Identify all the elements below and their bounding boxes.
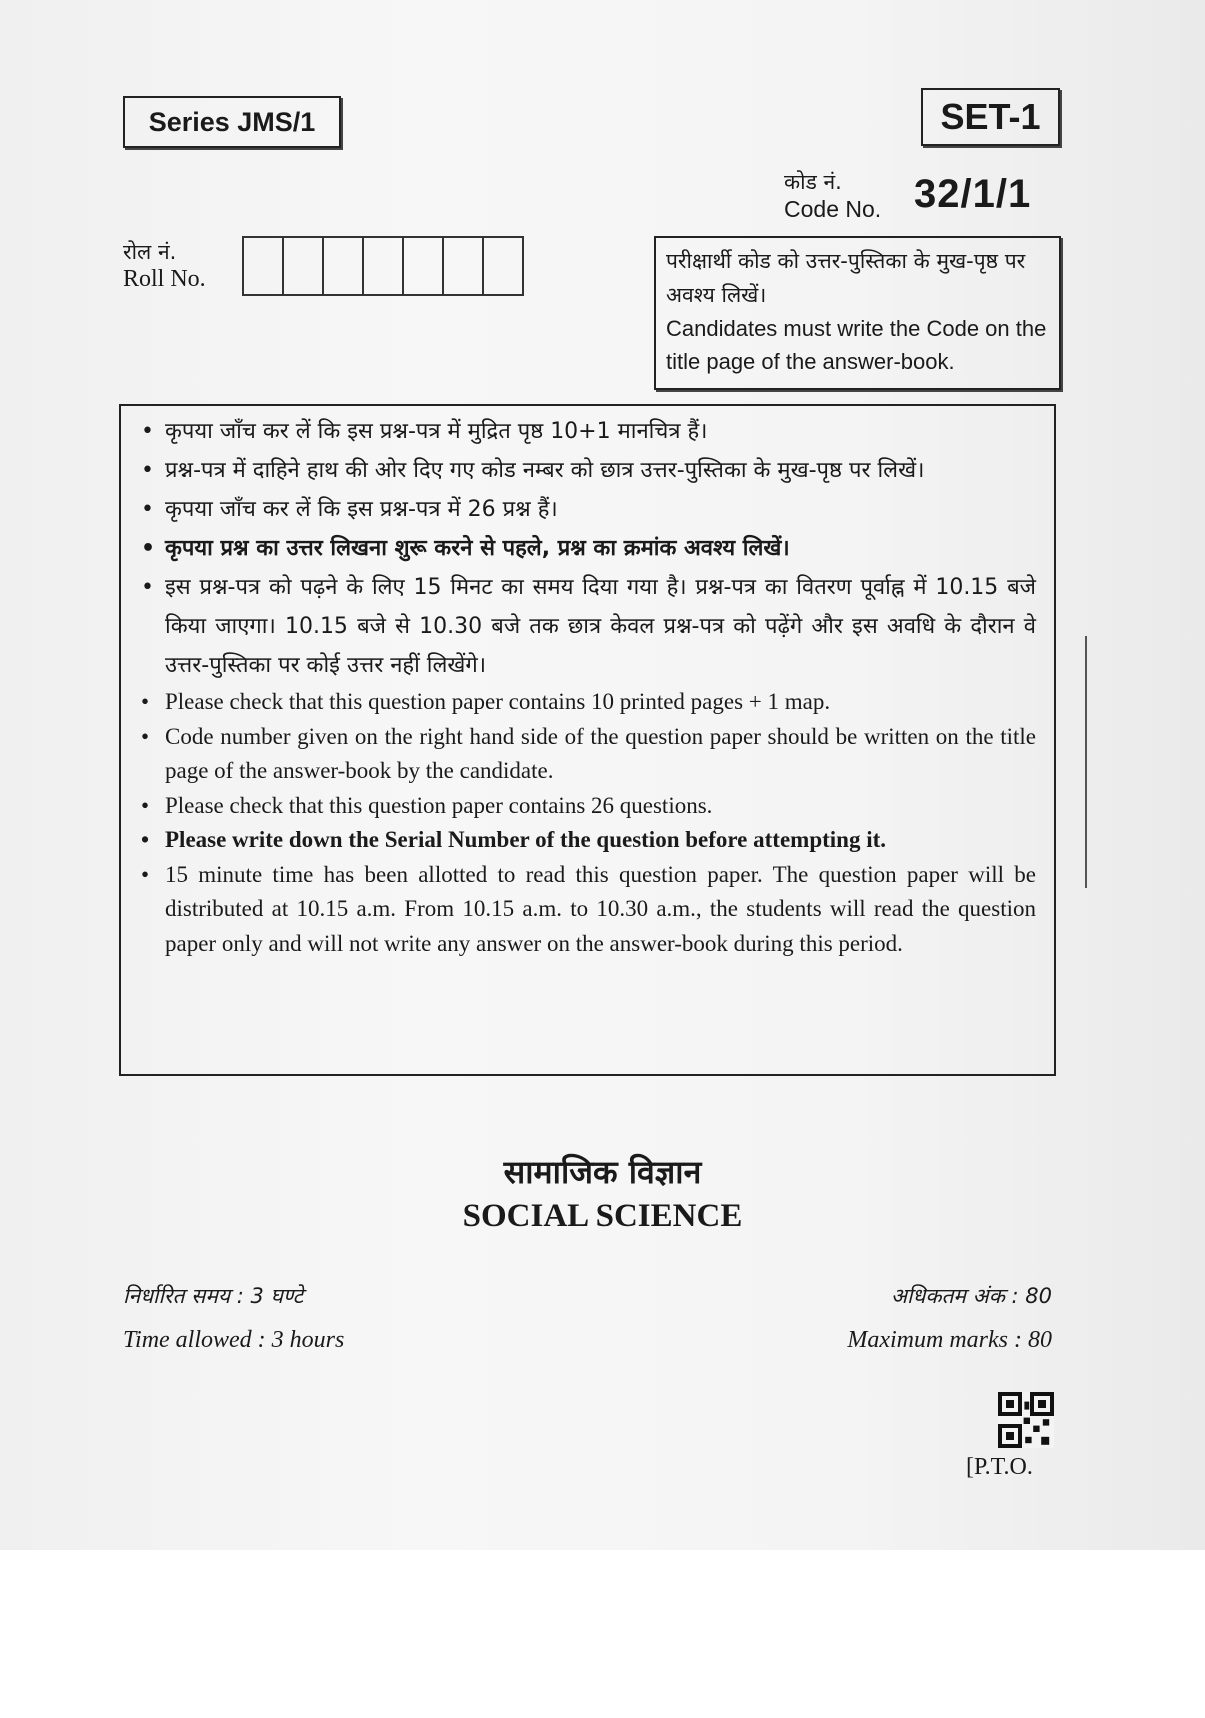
series-label: Series JMS/1	[148, 106, 316, 137]
code-label-english: Code No.	[784, 196, 882, 222]
instruction-en-questions: • Please check that this question paper contains 26 questions.	[139, 789, 1036, 824]
max-marks-hindi: अधिकतम अंक : 80	[890, 1284, 1052, 1308]
roll-label-english: Roll No.	[123, 266, 206, 292]
instruction-en-pages: • Please check that this question paper contains 10 printed pages + 1 map.	[139, 685, 1036, 720]
instructions-box	[119, 404, 1056, 1076]
qr-code-icon	[998, 1392, 1054, 1448]
code-number: 32/1/1	[914, 172, 1032, 216]
roll-number-cell[interactable]	[324, 238, 364, 294]
time-allowed-hindi: निर्धारित समय : 3 घण्टे	[123, 1284, 304, 1308]
roll-label-hindi: रोल नं.	[123, 240, 177, 264]
subject-title-english: SOCIAL SCIENCE	[462, 1198, 743, 1234]
time-allowed-english: Time allowed : 3 hours	[123, 1327, 345, 1353]
roll-number-cell[interactable]	[244, 238, 284, 294]
roll-number-cell[interactable]	[484, 238, 524, 294]
roll-number-cell[interactable]	[404, 238, 444, 294]
roll-number-boxes[interactable]	[242, 236, 524, 296]
series-box	[123, 96, 341, 148]
roll-number-cell[interactable]	[444, 238, 484, 294]
instruction-hi-pages: • कृपया जाँच कर लें कि इस प्रश्न-पत्र में मुद्रित पृष्ठ 10+1 मानचित्र हैं।	[139, 412, 1036, 451]
set-label: SET-1	[940, 96, 1041, 137]
instruction-en-reading-time: • 15 minute time has been allotted to read this question paper. The question paper will be distributed at 10.15 a.m. From 10.15 a.m. to 10.30 a.m., the students will read the question paper only and will not write any answer on the answer-book during this period.	[139, 858, 1036, 962]
subject-title-hindi: सामाजिक विज्ञान	[503, 1153, 702, 1191]
code-label-hindi: कोड नं.	[784, 170, 842, 194]
max-marks-english: Maximum marks : 80	[847, 1327, 1052, 1353]
page-bottom-margin	[0, 1550, 1205, 1718]
instructions-english	[139, 685, 1036, 961]
roll-number-cell[interactable]	[284, 238, 324, 294]
candidate-note-english: Candidates must write the Code on the title page of the answer-book.	[666, 316, 1047, 374]
instruction-hi-questions: • कृपया जाँच कर लें कि इस प्रश्न-पत्र में 26 प्रश्न हैं।	[139, 490, 1036, 529]
instructions-hindi	[139, 412, 1036, 685]
instruction-en-code: • Code number given on the right hand side of the question paper should be written on the title page of the answer-book by the candidate.	[139, 720, 1036, 789]
please-turn-over: [P.T.O.	[966, 1454, 1033, 1480]
instruction-hi-code: • प्रश्न-पत्र में दाहिने हाथ की ओर दिए गए कोड नम्बर को छात्र उत्तर-पुस्तिका के मुख-पृष्ठ पर लिखें।	[139, 451, 1036, 490]
candidate-note-hindi: परीक्षार्थी कोड को उत्तर-पुस्तिका के मुख-पृष्ठ पर अवश्य लिखें।	[666, 249, 1026, 307]
set-box	[921, 88, 1060, 146]
roll-number-cell[interactable]	[364, 238, 404, 294]
instruction-en-serial: • Please write down the Serial Number of the question before attempting it.	[139, 823, 1036, 858]
instruction-hi-serial: • कृपया प्रश्न का उत्तर लिखना शुरू करने से पहले, प्रश्न का क्रमांक अवश्य लिखें।	[139, 529, 1036, 568]
candidate-code-note	[654, 236, 1061, 390]
instruction-hi-reading-time: • इस प्रश्न-पत्र को पढ़ने के लिए 15 मिनट का समय दिया गया है। प्रश्न-पत्र का वितरण पूर्वाह्न में 10.15 बजे किया जाएगा। 10.15 बजे से 10.30 बजे तक छात्र केवल प्रश्न-पत्र को पढ़ेंगे और इस अवधि के दौरान वे उत्तर-पुस्तिका पर कोई उत्तर नहीं लिखेंगे।	[139, 568, 1036, 685]
margin-line	[1085, 636, 1087, 888]
